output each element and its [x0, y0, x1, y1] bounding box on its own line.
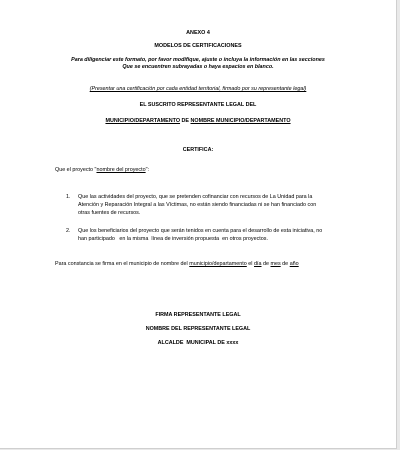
item-1-line-1: Que las actividades del proyecto, que se pretenden cofinanciar con recursos de La Unidad para la	[78, 194, 313, 200]
closing-year-field: año	[289, 261, 299, 267]
signature-line-3: ALCALDE MUNICIPAL DE xxxx	[157, 340, 239, 346]
project-intro-prefix: Que el proyecto "	[55, 167, 97, 173]
signature-line-2: NOMBRE DEL REPRESENTANTE LEGAL	[145, 326, 251, 332]
item-1-line-3: otras fuentes de recursos.	[78, 210, 141, 216]
document-heading: MODELOS DE CERTIFICACIONES	[154, 43, 242, 49]
item-2-line-2: han participado en la misma línea de inversión propuesta en otros proyectos.	[78, 236, 268, 242]
project-intro-suffix: ":	[145, 167, 150, 173]
closing-text: el	[246, 261, 254, 267]
closing-municipality-field: municipio/departamento	[189, 261, 247, 267]
municipality-line	[0, 117, 396, 125]
closing-statement	[55, 260, 299, 268]
item-number: 2.	[66, 228, 71, 234]
closing-text: de	[280, 261, 290, 267]
item-2-line-1: Que los beneficiarios del proyecto que serán tenidos en cuenta para el desarrollo de esta iniciativa, no	[78, 228, 323, 234]
municipality-connector: DE	[180, 118, 191, 124]
project-intro	[55, 166, 149, 174]
municipality-name-field: NOMBRE MUNICIPIO/DEPARTAMENTO	[190, 118, 291, 124]
certifies-heading: CERTIFICA:	[182, 147, 214, 153]
closing-text: de	[261, 261, 271, 267]
item-number: 1.	[66, 194, 71, 200]
instructions-line-1: Para diligenciar este formato, por favor modifique, ajuste o incluya la información en las secciones	[71, 57, 325, 63]
municipality-field: MUNICIPIO/DEPARTAMENTO	[105, 118, 181, 124]
item-1-line-2: Atención y Reparación Integral a las Víctimas, no están siendo financiadas ni se han financiado con	[78, 202, 317, 208]
closing-month-field: mes	[270, 261, 281, 267]
signature-line-1: FIRMA REPRESENTANTE LEGAL	[155, 312, 241, 318]
signer-line: EL SUSCRITO REPRESENTANTE LEGAL DEL	[139, 102, 257, 108]
closing-text: Para constancia se firma en el municipio de nombre del	[55, 261, 190, 267]
instructions-line-2: Que se encuentren subrayadas o haya espacios en blanco.	[122, 64, 274, 70]
closing-day-field: día	[254, 261, 262, 267]
certification-note: (Presentar una certificación por cada entidad territorial, firmado por su representante legal)	[89, 86, 307, 92]
annex-title: ANEXO 4	[186, 30, 210, 36]
project-name-field: nombre del proyecto	[96, 167, 146, 173]
